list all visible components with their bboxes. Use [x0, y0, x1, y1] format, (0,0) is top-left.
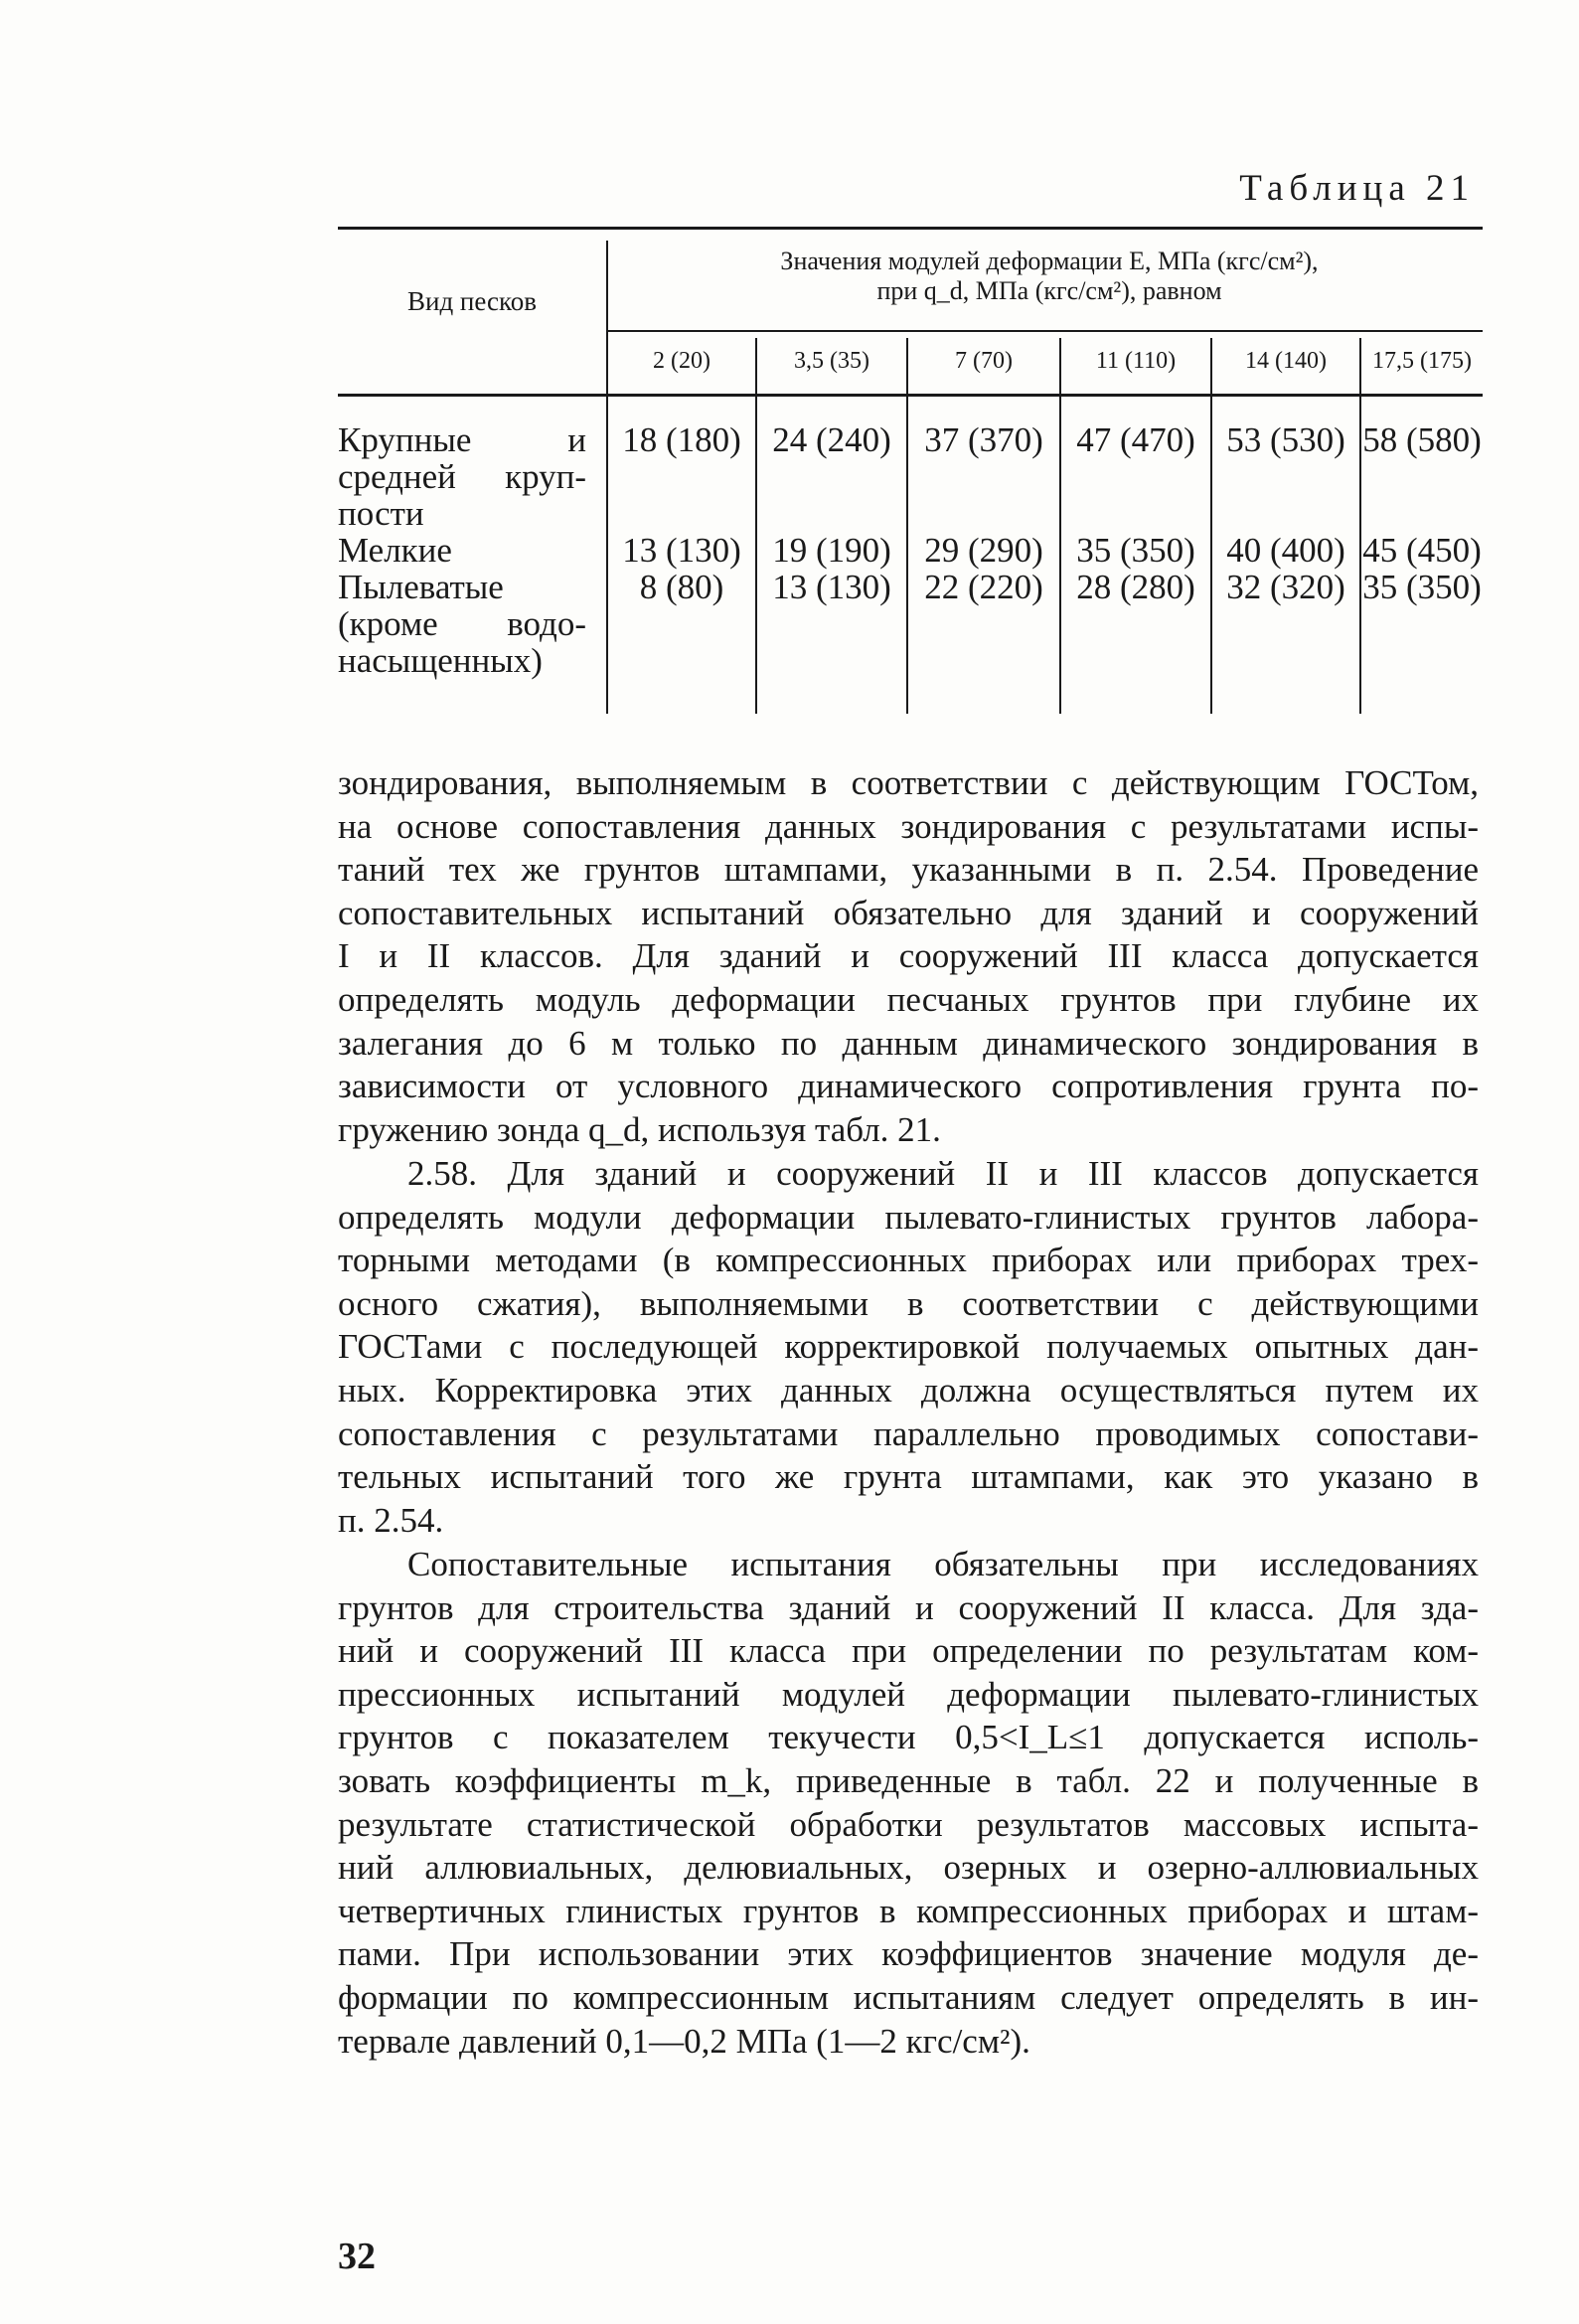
table-cell: 37 (370) [924, 420, 1043, 459]
table-cell: 19 (190) [772, 531, 891, 570]
table-cell: 47 (470) [1076, 420, 1195, 459]
header-mid-rule [606, 330, 1483, 332]
row-name-coarse: Крупные и средней круп- пости [338, 420, 586, 533]
col-divider [906, 338, 908, 714]
data-table [338, 227, 1483, 714]
qd-header: 14 (140) [1245, 348, 1327, 374]
table-cell: 8 (80) [639, 568, 724, 606]
table-cell: 58 (580) [1362, 420, 1482, 459]
col-divider [1210, 338, 1212, 714]
paragraph-2-58: 2.58. Для зданий и сооружений II и III классов допускается определять модули деформации пылевато-глинистых грунтов лабора- торными методами (в компрессионных приборах или приборах трех- осного сжатия), выполняемыми в соответствии с действующими ГОСТами с последующей корректировкой получаемых опытных дан- ных. Корректировка этих данных должна осуществляться путем их сопоставления с результатами параллельно проводимых сопостави- тельных испытаний того же грунта штампами, как это указано в п. 2.54. [338, 1154, 1479, 1540]
row-name-silty: Пылеватые (кроме водо- насыщенных) [338, 568, 586, 680]
table-cell: 24 (240) [772, 420, 891, 459]
col-divider [1359, 338, 1361, 714]
qd-header: 11 (110) [1095, 348, 1177, 374]
table-cell: 13 (130) [622, 531, 741, 570]
table-cell: 40 (400) [1226, 531, 1345, 570]
table-top-rule [338, 227, 1483, 230]
table-cell: 29 (290) [924, 531, 1043, 570]
table-cell: 32 (320) [1226, 568, 1345, 606]
qd-header: 2 (20) [653, 348, 711, 374]
paragraph-continuation: зондирования, выполняемым в соответствии с действующим ГОСТом, на основе сопоставления данных зондирования с результатами испы- таний тех же грунтов штампами, указанными в п. 2.54. Проведение сопоставительных испытаний обязательно для зданий и сооружений I и II классов. Для зданий и сооружений III класса допускается определять модуль деформации песчаных грунтов при глубине их залегания до 6 м только по данным динамического зондирования в зависимости от условного динамического сопротивления грунта по- гружению зонда q_d, используя табл. 21. [338, 763, 1479, 1149]
qd-header: 17,5 (175) [1372, 348, 1472, 374]
table-cell: 53 (530) [1226, 420, 1345, 459]
header-modulus [616, 247, 1483, 306]
col-divider [1059, 338, 1061, 714]
row-name-fine: Мелкие [338, 531, 452, 570]
table-cell: 28 (280) [1076, 568, 1195, 606]
table-cell: 35 (350) [1076, 531, 1195, 570]
header-modulus-line1: Значения модулей деформации Е, МПа (кгс/см²), [780, 247, 1319, 275]
table-cell: 45 (450) [1362, 531, 1482, 570]
table-cell: 22 (220) [924, 568, 1043, 606]
col-divider [755, 338, 757, 714]
header-bottom-rule [338, 394, 1483, 397]
table-cell: 18 (180) [622, 420, 741, 459]
col-divider [606, 241, 608, 714]
qd-header: 7 (70) [955, 348, 1013, 374]
paragraph-comparative-tests: Сопоставительные испытания обязательны при исследованиях грунтов для строительства зданий и сооружений II класса. Для зда- ний и сооружений III класса при определении по результатам ком- прессионных испытаний модулей деформации пылевато-глинистых грунтов с показателем текучести 0,5<I_L≤1 допускается исполь- зовать коэффициенты m_k, приведенные в табл. 22 и полученные в результате статистической обработки результатов массовых испыта- ний аллювиальных, делювиальных, озерных и озерно-аллювиальных четвертичных глинистых грунтов в компрессионных приборах и штам- пами. При использовании этих коэффициентов значение модуля де- формации по компрессионным испытаниям следует определять в ин- тервале давлений 0,1—0,2 МПа (1—2 кгс/см²). [338, 1545, 1479, 2061]
table-cell: 35 (350) [1362, 568, 1482, 606]
table-cell: 13 (130) [772, 568, 891, 606]
header-sand-type: Вид песков [406, 286, 538, 316]
header-modulus-line2: при q_d, МПа (кгс/см²), равном [876, 276, 1222, 305]
table-caption: Таблица 21 [1239, 168, 1475, 209]
page-number: 32 [338, 2236, 376, 2277]
qd-header: 3,5 (35) [794, 348, 869, 374]
